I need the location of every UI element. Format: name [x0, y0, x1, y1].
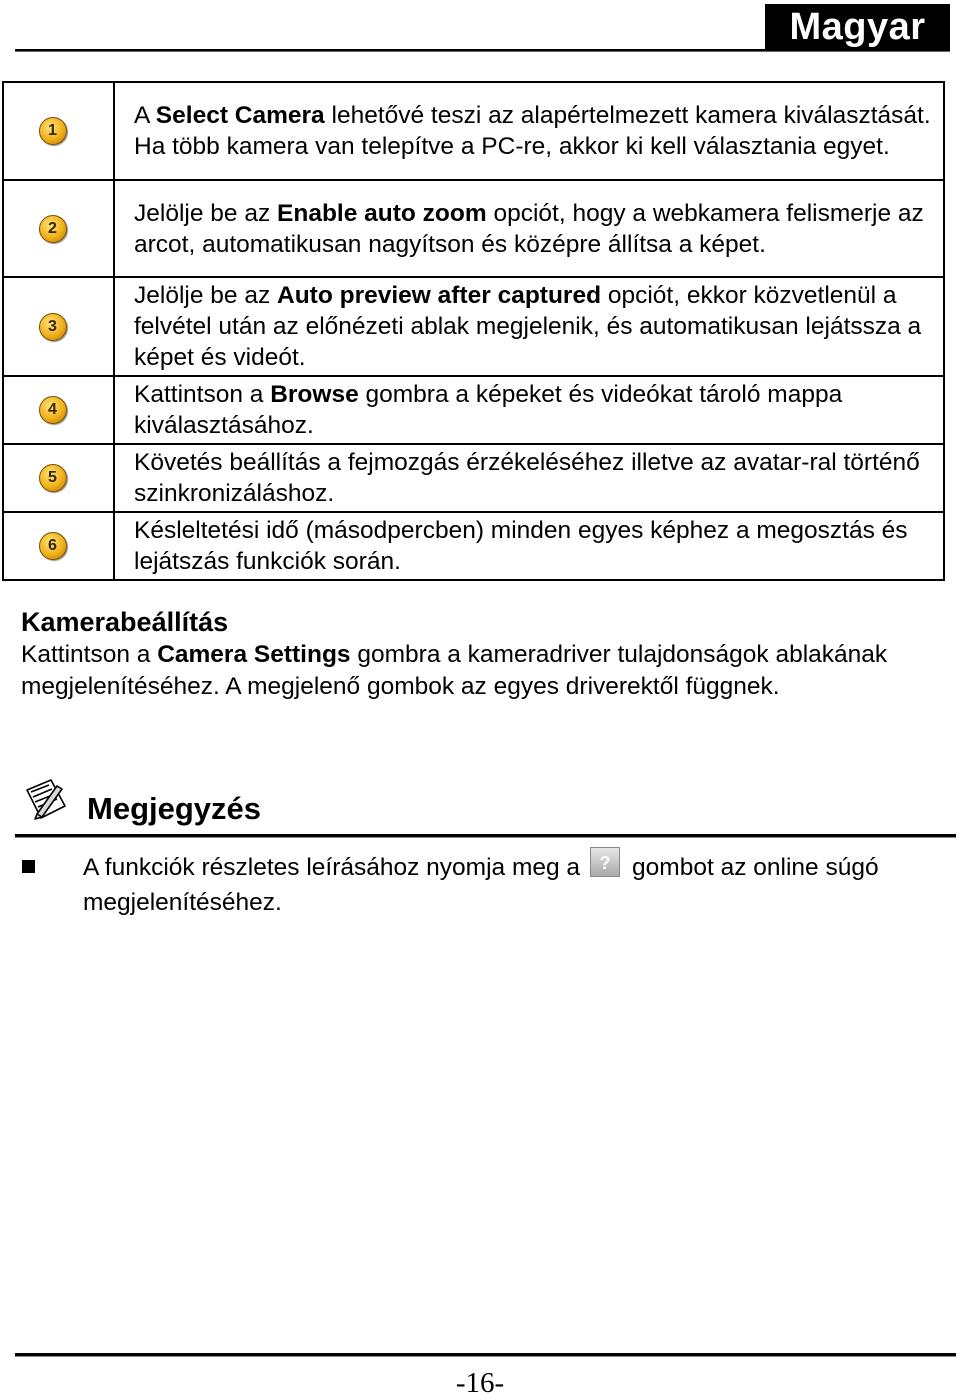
step-number-cell [3, 82, 114, 180]
step-number-cell [3, 277, 114, 376]
steps-table [2, 81, 945, 581]
language-label: Magyar [765, 4, 950, 51]
footer-rule [15, 1353, 956, 1357]
step-number-cell [3, 512, 114, 580]
note-title: Megjegyzés [87, 791, 262, 826]
step-description: Kattintson a Browse gombra a képeket és videókat tároló mappa kiválasztásához. [114, 376, 944, 444]
number-4-icon: 4 [39, 396, 67, 424]
step-description: Jelölje be az Auto preview after captured opciót, ekkor közvetlenül a felvétel után az előnézeti ablak megjelenik, és automatikusan lejátssza a képet és videót. [114, 277, 944, 376]
bullet-square-icon [22, 860, 35, 873]
table-row [3, 512, 944, 580]
step-description: Késleltetési idő (másodpercben) minden egyes képhez a megosztás és lejátszás funkciók során. [114, 512, 944, 580]
table-row [3, 277, 944, 376]
table-row [3, 376, 944, 444]
help-button-icon: ? [590, 847, 620, 877]
note-pencil-icon [21, 776, 69, 824]
step-description: Jelölje be az Enable auto zoom opciót, hogy a webkamera felismerje az arcot, automatikusan nagyítson és középre állítsa a képet. [114, 180, 944, 277]
ui-term: Select Camera [155, 102, 325, 129]
number-1-icon: 1 [39, 117, 67, 145]
table-row [3, 444, 944, 512]
number-3-icon: 3 [39, 313, 67, 341]
number-6-icon: 6 [39, 532, 67, 560]
section-body: Kattintson a Camera Settings gombra a kameradriver tulajdonságok ablakának megjelenítéséhez. A megjelenő gombok az egyes driverektől függnek. [21, 641, 888, 700]
step-description: Követés beállítás a fejmozgás érzékeléséhez illetve az avatar-ral történő szinkronizáláshoz. [114, 444, 944, 512]
ui-term: Camera Settings [157, 641, 351, 668]
step-number-cell [3, 444, 114, 512]
ui-term: Auto preview after captured [277, 282, 602, 309]
number-2-icon: 2 [39, 215, 67, 243]
page-number: -16- [455, 1367, 505, 1399]
section-title: Kamerabeállítás [21, 607, 229, 637]
step-description: A Select Camera lehetővé teszi az alapértelmezett kamera kiválasztását. Ha több kamera van telepítve a PC-re, akkor ki kell választania egyet. [114, 82, 944, 180]
table-row [3, 82, 944, 180]
note-text: A funkciók részletes leírásához nyomja meg a ? gombot az online súgó megjelenítéséhez. [83, 852, 923, 919]
step-number-cell [3, 376, 114, 444]
ui-term: Browse [270, 381, 359, 408]
ui-term: Enable auto zoom [277, 199, 487, 227]
step-number-cell [3, 180, 114, 277]
number-5-icon: 5 [39, 464, 67, 492]
header-rule [15, 49, 950, 52]
note-rule [15, 834, 956, 838]
table-row [3, 180, 944, 277]
